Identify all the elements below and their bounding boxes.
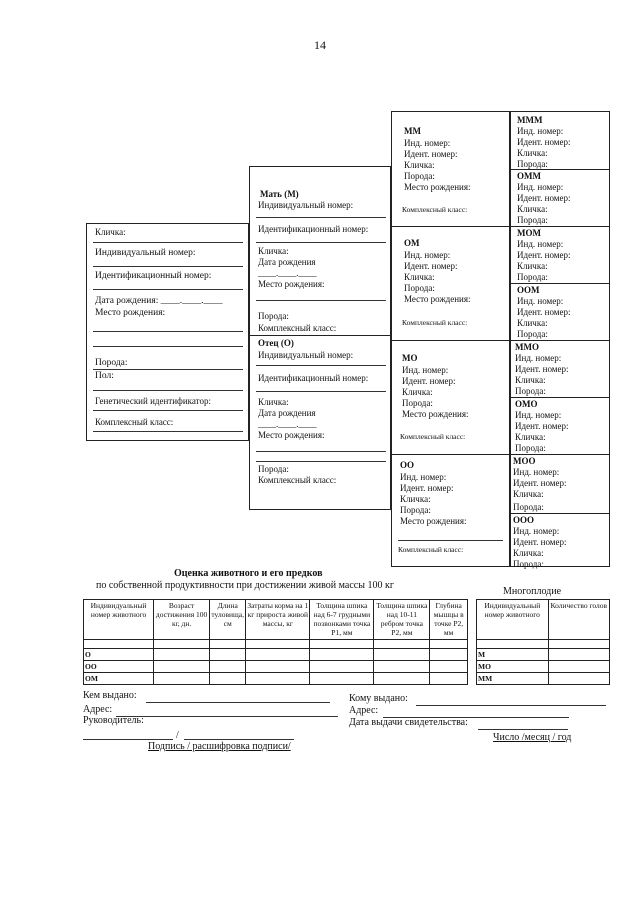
table-row [84,640,468,649]
ggp-line: Инд. номер: [513,526,560,536]
ggp-line: Кличка: [515,375,546,385]
grandparent-line: Идент. номер: [404,149,458,159]
grandparent-line: Порода: [402,398,433,408]
ggp-title: МОМ [517,228,541,238]
assessment-title: Оценка животного и его предков [174,568,323,579]
ggp-line: Инд. номер: [517,296,564,306]
table-row: ММ [477,673,610,685]
assessment-header: Толщина шпика над 6-7 грудными позвонками точка Р1, мм [310,600,374,640]
ggp-line: Порода: [513,559,544,569]
ggp-title: ООМ [517,285,540,295]
animal-ident-number-label: Идентификационный номер: [95,271,212,281]
assessment-header: Затраты корма на 1 кг прироста живой массы, кг [246,600,310,640]
grandparent-title: ММ [404,126,421,136]
father-birth-date-label: Дата рождения [258,408,316,418]
table-row: О [84,649,468,661]
ggp-line: Идент. номер: [513,537,567,547]
ggp-line: Кличка: [517,318,548,328]
animal-box [86,223,249,441]
grandparent-line: Порода: [404,171,435,181]
ggp-line: Кличка: [513,548,544,558]
ggp-line: Инд. номер: [517,182,564,192]
ggp-line: Инд. номер: [517,126,564,136]
ggp-line: Идент. номер: [515,421,569,431]
ggp-title: ММО [515,342,539,352]
ggp-line: Порода: [513,502,544,512]
mother-ident-number-label: Идентификационный номер: [258,224,369,234]
grandparent-line: Инд. номер: [404,250,451,260]
grandparent-line: Идент. номер: [400,483,454,493]
grandparent-line: Место рождения: [404,182,471,192]
animal-complex-class-label: Комплексный класс: [95,417,174,427]
grandparent-complex-class: Комплексный класс: [398,545,464,554]
signature-slash: / [176,730,179,741]
mother-birth-date-label: Дата рождения [258,257,316,267]
father-birth-place-label: Место рождения: [258,430,325,440]
animal-birth-place-label: Место рождения: [95,308,166,318]
fertility-table [476,599,610,685]
ggp-line: Кличка: [513,489,544,499]
ggp-line: Идент. номер: [517,307,571,317]
great-grandparents-box [510,111,610,567]
fertility-title: Многоплодие [503,586,562,597]
table-row [477,640,610,649]
grandparent-line: Кличка: [402,387,433,397]
head-label: Руководитель: [83,715,144,726]
issued-to-label: Кому выдано: [349,693,408,704]
grandparent-line: Инд. номер: [400,472,447,482]
grandparent-line: Порода: [400,505,431,515]
parents-box [249,166,391,510]
assessment-header: Толщина шпика над 10-11 ребром точка Р2, мм [374,600,430,640]
grandparent-line: Кличка: [400,494,431,504]
ggp-line: Порода: [515,443,546,453]
table-row: М [477,649,610,661]
ggp-line: Порода: [517,215,548,225]
grandparent-line: Кличка: [404,272,435,282]
ggp-title: МОО [513,456,536,466]
ggp-title: МММ [517,115,543,125]
ggp-line: Порода: [517,329,548,339]
grandparent-line: Инд. номер: [402,365,449,375]
ggp-line: Идент. номер: [517,193,571,203]
grandparent-line: Идент. номер: [402,376,456,386]
assessment-header: Длина туловища, см [210,600,246,640]
father-breed-label: Порода: [258,464,289,474]
ggp-title: ОМО [515,399,538,409]
date-format-caption: Число /месяц / год [493,732,572,743]
ggp-line: Идент. номер: [515,364,569,374]
mother-birth-place-label: Место рождения: [258,279,325,289]
father-title: Отец (О) [258,338,294,348]
issue-date-label: Дата выдачи свидетельства: [349,717,468,728]
issued-by-label: Кем выдано: [83,690,137,701]
father-complex-class-label: Комплексный класс: [258,475,337,485]
mother-breed-label: Порода: [258,311,289,321]
grandparent-line: Место рождения: [404,294,471,304]
grandparent-line: Место рождения: [400,516,467,526]
mother-complex-class-label: Комплексный класс: [258,323,337,333]
ggp-line: Кличка: [517,148,548,158]
ggp-line: Кличка: [515,432,546,442]
fertility-header: Количество голов [548,600,609,640]
ggp-title: ОММ [517,171,541,181]
ggp-line: Кличка: [517,261,548,271]
ggp-line: Инд. номер: [513,467,560,477]
ggp-title: ООО [513,515,535,525]
ggp-line: Инд. номер: [515,410,562,420]
grandparent-complex-class: Комплексный класс: [402,318,468,327]
grandparent-title: МО [402,353,418,363]
father-ind-number-label: Индивидуальный номер: [258,350,354,360]
fertility-header: Индивидуальный номер животного [477,600,549,640]
animal-ind-number-label: Индивидуальный номер: [95,248,196,258]
grandparent-title: ОО [400,460,415,470]
assessment-header: Глубина мышцы в точке Р2, мм [430,600,468,640]
table-row: ОМ [84,673,468,685]
signature-caption: Подпись / расшифровка подписи/ [148,741,291,752]
assessment-header: Индивидуальный номер животного [84,600,154,640]
table-row: ОО [84,661,468,673]
mother-title: Мать (М) [260,189,299,199]
animal-breed-label: Порода: [95,358,128,368]
animal-sex-label: Пол: [95,371,114,381]
assessment-table [83,599,468,685]
ggp-line: Идент. номер: [517,137,571,147]
ggp-line: Порода: [515,386,546,396]
grandparent-line: Место рождения: [402,409,469,419]
grandparent-line: Порода: [404,283,435,293]
grandparent-title: ОМ [404,238,420,248]
father-ident-number-label: Идентификационный номер: [258,373,369,383]
address-left-label: Адрес: [83,704,113,715]
animal-name-label: Кличка: [95,227,126,237]
grandparent-line: Кличка: [404,160,435,170]
ggp-line: Идент. номер: [513,478,567,488]
address-right-label: Адрес: [349,705,379,716]
grandparents-box [391,111,510,567]
assessment-subtitle: по собственной продуктивности при достижении живой массы 100 кг [96,580,394,591]
page-number: 14 [314,38,326,52]
animal-genetic-id-label: Генетический идентификатор: [95,396,211,406]
animal-birth-date-label: Дата рождения: ____.____.____ [95,296,223,306]
grandparent-line: Идент. номер: [404,261,458,271]
grandparent-line: Инд. номер: [404,138,451,148]
ggp-line: Кличка: [517,204,548,214]
grandparent-complex-class: Комплексный класс: [402,205,468,214]
table-row: МО [477,661,610,673]
ggp-line: Порода: [517,159,548,169]
ggp-line: Идент. номер: [517,250,571,260]
ggp-line: Порода: [517,272,548,282]
father-birth-date-blank: ____.____.____ [258,419,317,429]
assessment-header: Возраст достижения 100 кг, дн. [154,600,210,640]
mother-ind-number-label: Индивидуальный номер: [258,200,354,210]
ggp-line: Инд. номер: [517,239,564,249]
ggp-line: Инд. номер: [515,353,562,363]
mother-name-label: Кличка: [258,246,289,256]
father-name-label: Кличка: [258,397,289,407]
grandparent-complex-class: Комплексный класс: [400,432,466,441]
mother-birth-date-blank: ____.____.____ [258,268,317,278]
